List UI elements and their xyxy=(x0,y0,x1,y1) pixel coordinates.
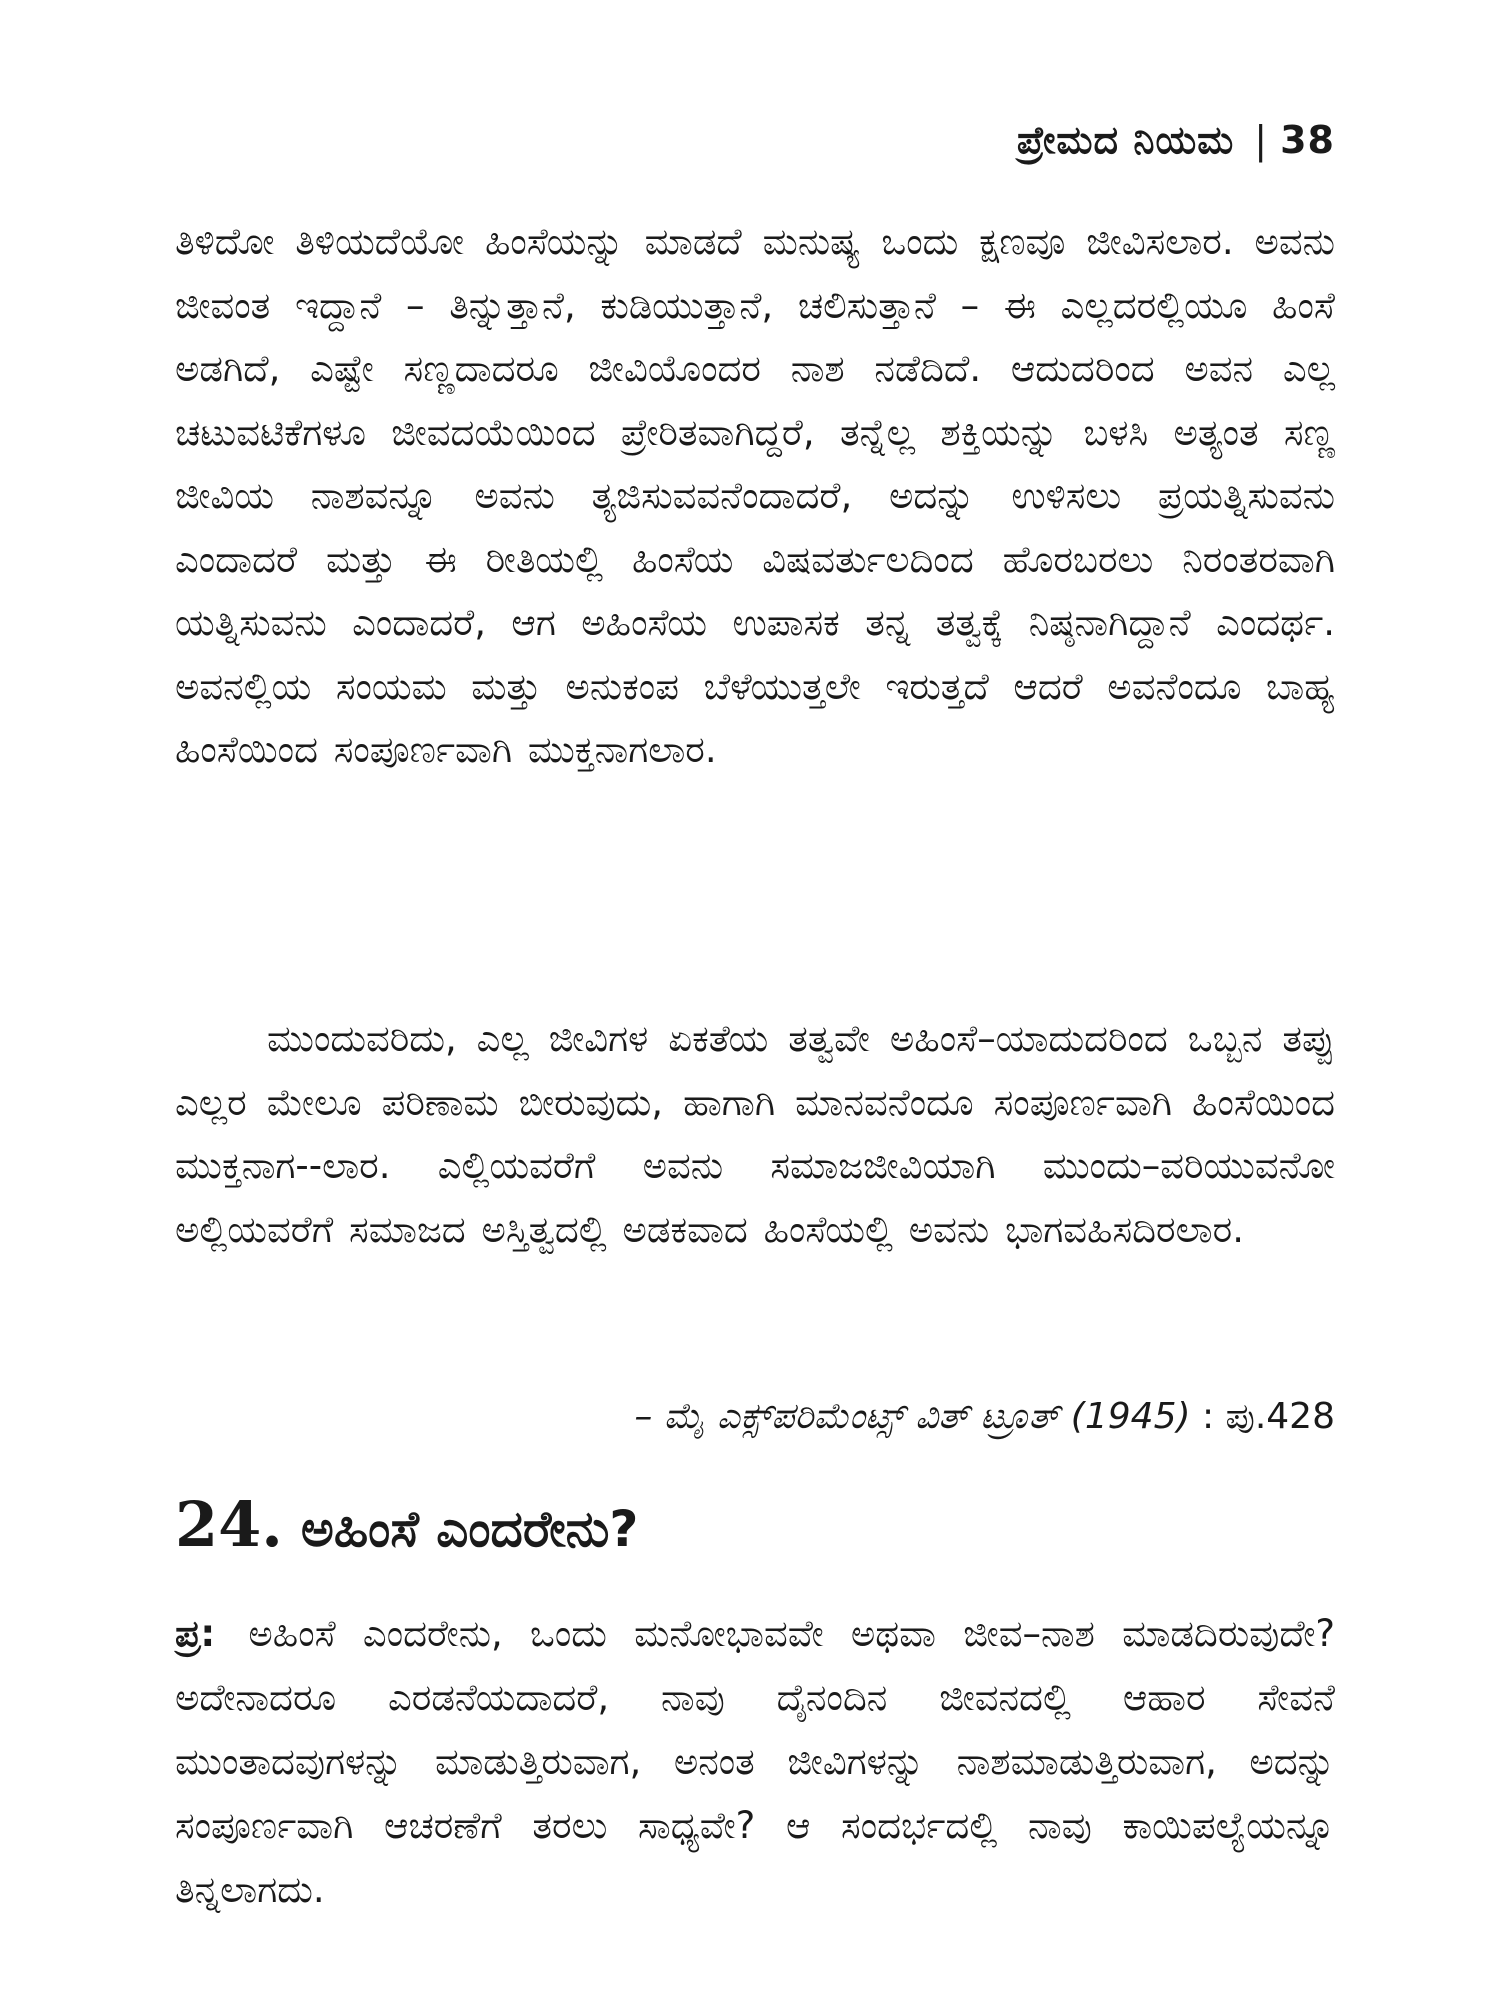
paragraph-1: ತಿಳಿದೋ ತಿಳಿಯದೆಯೋ ಹಿಂಸೆಯನ್ನು ಮಾಡದೆ ಮನುಷ್ಯ ಒಂದು ಕ್ಷಣವೂ ಜೀವಿಸಲಾರ. ಅವನು ಜೀವಂತ ಇದ್ದಾನೆ – ತಿನ್ನುತ್ತಾನೆ, ಕುಡಿಯುತ್ತಾನೆ, ಚಲಿಸುತ್ತಾನೆ – ಈ ಎಲ್ಲದರಲ್ಲಿಯೂ ಹಿಂಸೆ ಅಡಗಿದೆ, ಎಷ್ಟೇ ಸಣ್ಣದಾದರೂ ಜೀವಿಯೊಂದರ ನಾಶ ನಡೆದಿದೆ. ಆದುದರಿಂದ ಅವನ ಎಲ್ಲ ಚಟುವಟಿಕೆಗಳೂ ಜೀವದಯೆಯಿಂದ ಪ್ರೇರಿತವಾಗಿದ್ದರೆ, ತನ್ನೆಲ್ಲ ಶಕ್ತಿಯನ್ನು ಬಳಸಿ ಅತ್ಯಂತ ಸಣ್ಣ ಜೀವಿಯ ನಾಶವನ್ನೂ ಅವನು ತ್ಯಜಿಸುವವನೆಂದಾದರೆ, ಅದನ್ನು ಉಳಿಸಲು ಪ್ರಯತ್ನಿಸುವನು ಎಂದಾದರೆ ಮತ್ತು ಈ ರೀತಿಯಲ್ಲಿ ಹಿಂಸೆಯ ವಿಷವರ್ತುಲದಿಂದ ಹೊರಬರಲು ನಿರಂತರವಾಗಿ ಯತ್ನಿಸುವನು ಎಂದಾದರೆ, ಆಗ ಅಹಿಂಸೆಯ ಉಪಾಸಕ ತನ್ನ ತತ್ವಕ್ಕೆ ನಿಷ್ಠನಾಗಿದ್ದಾನೆ ಎಂದರ್ಥ. ಅವನಲ್ಲಿಯ ಸಂಯಮ ಮತ್ತು ಅನುಕಂಪ ಬೆಳೆಯುತ್ತಲೇ ಇರುತ್ತದೆ ಆದರೆ ಅವನೆಂದೂ ಬಾಹ್ಯ ಹಿಂಸೆಯಿಂದ ಸಂಪೂರ್ಣವಾಗಿ ಮುಕ್ತನಾಗಲಾರ. xyxy=(175,220,1335,771)
running-header xyxy=(1017,118,1335,163)
citation-page-ref: : ಪು.428 xyxy=(1190,1396,1335,1437)
paragraph-2: ಮುಂದುವರಿದು, ಎಲ್ಲ ಜೀವಿಗಳ ಏಕತೆಯ ತತ್ವವೇ ಅಹಿಂಸೆ–ಯಾದುದರಿಂದ ಒಬ್ಬನ ತಪ್ಪು ಎಲ್ಲರ ಮೇಲೂ ಪರಿಣಾಮ ಬೀರುವುದು, ಹಾಗಾಗಿ ಮಾನವನೆಂದೂ ಸಂಪೂರ್ಣವಾಗಿ ಹಿಂಸೆಯಿಂದ ಮುಕ್ತನಾಗ--ಲಾರ. ಎಲ್ಲಿಯವರೆಗೆ ಅವನು ಸಮಾಜಜೀವಿಯಾಗಿ ಮುಂದು–ವರಿಯುವನೋ ಅಲ್ಲಿಯವರೆಗೆ ಸಮಾಜದ ಅಸ್ತಿತ್ವದಲ್ಲಿ ಅಡಕವಾದ ಹಿಂಸೆಯಲ್ಲಿ ಅವನು ಭಾಗವಹಿಸದಿರಲಾರ. xyxy=(175,1017,1335,1251)
page-number: 38 xyxy=(1280,118,1335,162)
question-label: ಪ್ರ: xyxy=(175,1612,216,1655)
section-title: ಅಹಿಂಸೆ ಎಂದರೇನು? xyxy=(300,1500,639,1558)
question-text: ಅಹಿಂಸೆ ಎಂದರೇನು, ಒಂದು ಮನೋಭಾವವೇ ಅಥವಾ ಜೀವ–ನಾಶ ಮಾಡದಿರುವುದೇ? ಅದೇನಾದರೂ ಎರಡನೆಯದಾದರೆ, ನಾವು ದೈನಂದಿನ ಜೀವನದಲ್ಲಿ ಆಹಾರ ಸೇವನೆ ಮುಂತಾದವುಗಳನ್ನು ಮಾಡುತ್ತಿರುವಾಗ, ಅನಂತ ಜೀವಿಗಳನ್ನು ನಾಶಮಾಡುತ್ತಿರುವಾಗ, ಅದನ್ನು ಸಂಪೂರ್ಣವಾಗಿ ಆಚರಣೆಗೆ ತರಲು ಸಾಧ್ಯವೇ? ಆ ಸಂದರ್ಭದಲ್ಲಿ ನಾವು ಕಾಯಿಪಲ್ಯೆಯನ್ನೂ ತಿನ್ನಲಾಗದು. xyxy=(175,1612,1335,1911)
section-number: 24. xyxy=(175,1488,283,1561)
header-separator: | xyxy=(1254,118,1269,162)
citation xyxy=(634,1396,1335,1438)
book-page xyxy=(175,0,1335,2000)
book-title: ಪ್ರೇಮದ ನಿಯಮ xyxy=(1016,118,1235,162)
question-paragraph xyxy=(175,1602,1335,1922)
section-heading xyxy=(175,1488,638,1561)
citation-source: – ಮೈ ಎಕ್ಸ್‌ಪರಿಮೆಂಟ್ಸ್ ವಿತ್ ಟ್ರೂತ್ (1945) xyxy=(634,1396,1191,1437)
